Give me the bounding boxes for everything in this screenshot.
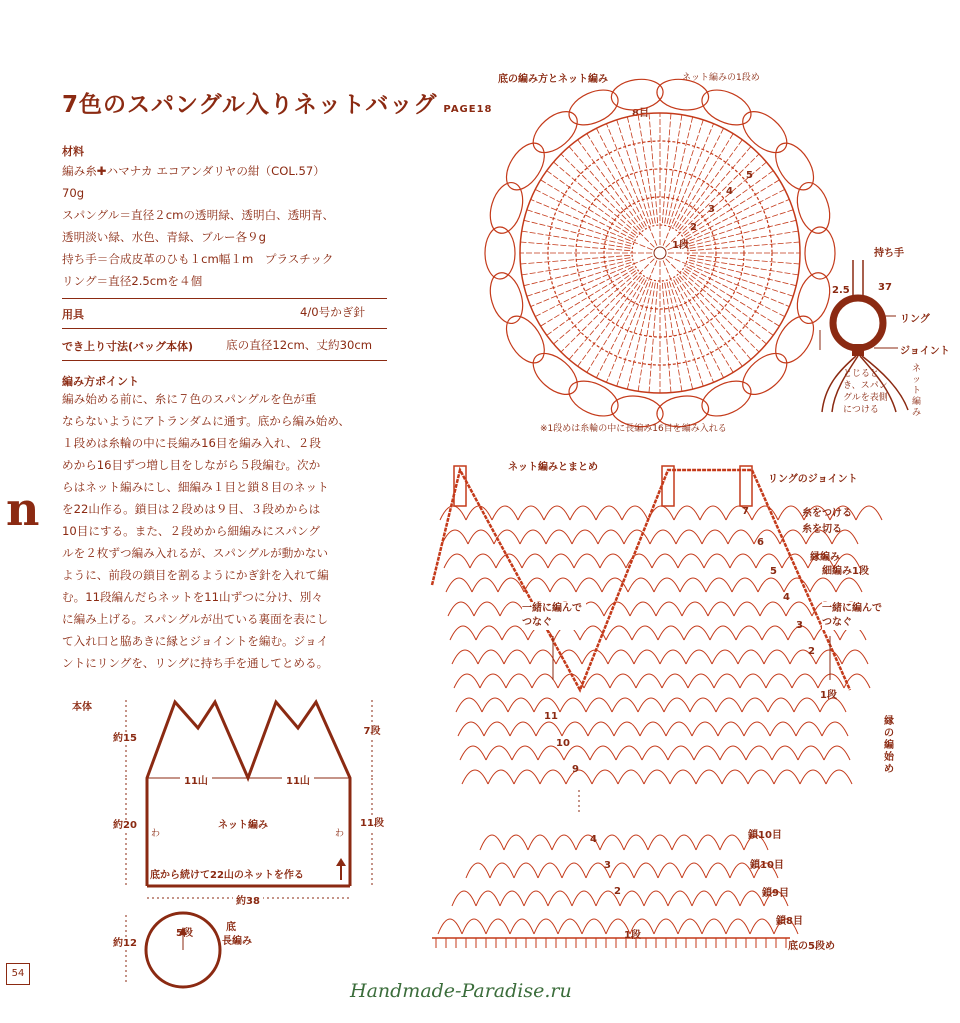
net-arc <box>548 891 572 906</box>
points-line: らはネット編みにし、細編み１目と鎖８目のネット <box>62 480 329 494</box>
net-arc <box>500 891 524 906</box>
width-label: 約38 <box>233 892 263 907</box>
chain-label-3: 鎖9目 <box>762 888 789 899</box>
points-line: １段めは糸輪の中に長編み16目を編み入れ、２段 <box>62 436 321 450</box>
handle-length: 37 <box>878 282 892 293</box>
edge-label-1: 縁編み <box>810 552 840 563</box>
round-label-5: 5 <box>746 170 753 181</box>
net-arc <box>538 863 562 878</box>
edge-label-2: 細編み1段 <box>822 566 869 577</box>
lower-row-1: 1段 <box>624 930 641 941</box>
first-row-label: ネット編みの1段め <box>682 73 760 83</box>
net-arc <box>692 891 716 906</box>
ring-joint-label: リングのジョイント <box>768 474 858 485</box>
net-arc <box>462 919 486 934</box>
chain-label-4: 鎖8目 <box>776 916 803 927</box>
net-chart-title: ネット編みとまとめ <box>508 462 598 473</box>
net-arc <box>706 863 730 878</box>
height-bottom-label: 約20 <box>113 820 137 831</box>
net-arc <box>524 891 548 906</box>
net-arc <box>624 835 648 850</box>
rows-top-label: 7段 <box>360 726 384 738</box>
yarn-line-2: 70g <box>62 186 85 200</box>
net-arc <box>490 863 514 878</box>
base-title: 底 <box>226 922 236 933</box>
tools-value: 4/0号かぎ針 <box>300 305 366 319</box>
net-arc <box>716 891 740 906</box>
row-5: 5 <box>770 566 777 577</box>
net-arc <box>486 919 510 934</box>
lower-row-2: 2 <box>614 886 621 897</box>
points-line: 10目にする。また、２段めから細編みにスパング <box>62 524 320 538</box>
net-arc <box>648 835 672 850</box>
tools-label: 用具 <box>62 308 84 321</box>
net-arc <box>654 919 678 934</box>
wa-right: わ <box>335 829 345 839</box>
chain-label-2: 鎖10目 <box>750 860 784 871</box>
points-line: に編み上げる。スパングルが出ている裏面を表にし <box>62 612 329 626</box>
peak-left-label: 11山 <box>180 772 212 787</box>
spangle-line-1: スパングル＝直径２cmの透明緑、透明白、透明青、 <box>62 208 335 222</box>
row-6: 6 <box>757 537 764 548</box>
net-arc <box>678 919 702 934</box>
net-arc <box>552 835 576 850</box>
points-line: ように、前段の鎖目を割るようにかぎ針を入れて編 <box>62 568 329 582</box>
net-arc <box>634 863 658 878</box>
row-3: 3 <box>796 620 803 631</box>
row-2: 2 <box>808 646 815 657</box>
net-arc <box>726 919 750 934</box>
net-arc <box>558 919 582 934</box>
base-row-label: 底の5段め <box>788 941 835 952</box>
ring-net-label: ネット編み <box>912 364 922 418</box>
row-7: 7 <box>742 506 749 517</box>
page-number: 54 <box>6 963 30 985</box>
round-label-2: 2 <box>690 222 697 233</box>
net-arc <box>476 891 500 906</box>
wa-left: わ <box>151 829 161 839</box>
bottom-note: 底から続けて22山のネットを作る <box>150 870 304 881</box>
net-arc <box>510 919 534 934</box>
yarn-line-1: 編み糸✚ハマナカ エコアンダリヤの紺（COL.57） <box>62 164 325 178</box>
net-arc <box>682 863 706 878</box>
net-arc <box>452 891 476 906</box>
net-arc <box>696 835 720 850</box>
net-arc <box>610 863 634 878</box>
attach-label: 糸をつける <box>802 508 852 519</box>
row-1: 1段 <box>820 690 837 701</box>
edge-start-label: 縁の編始め <box>884 716 894 775</box>
net-arc <box>480 835 504 850</box>
size-label: でき上り寸法(バッグ本体) <box>62 340 194 353</box>
points-heading: 編み方ポイント <box>62 375 139 388</box>
base-rows-label: 5段 <box>176 928 193 939</box>
rows-bottom-label: 11段 <box>360 818 384 829</box>
cut-label: 糸を切る <box>802 524 842 535</box>
bottom-chart-title: 底の編み方とネット編み <box>498 74 608 85</box>
row-11: 11 <box>544 711 558 722</box>
base-stitch: 長編み <box>222 936 252 947</box>
lower-row-4: 4 <box>590 834 597 845</box>
join-left-label: 一緒に編んでつなぐ <box>522 602 586 630</box>
net-arc <box>658 863 682 878</box>
net-arc <box>562 863 586 878</box>
side-letter: n <box>6 482 40 536</box>
net-arc <box>750 919 774 934</box>
lower-row-3: 3 <box>604 860 611 871</box>
points-line: ルを２枚ずつ編み入れるが、スパングルが動かない <box>62 546 329 560</box>
net-arc <box>466 863 490 878</box>
eight-stitch-label: 8目 <box>632 108 649 119</box>
join-right-label: 一緒に編んでつなぐ <box>822 602 886 630</box>
points-line: ならないようにアトランダムに通す。底から編み始め、 <box>62 414 350 428</box>
round-label-1: 1段 <box>672 240 689 251</box>
points-line: 編み始める前に、糸に７色のスパングルを色が重 <box>62 392 317 406</box>
handle-label: 持ち手 <box>874 248 904 259</box>
overlap-label: 2.5 <box>832 285 850 296</box>
handle-line-2: リング＝直径2.5cmを４個 <box>62 274 203 288</box>
net-arc <box>600 835 624 850</box>
chain-label-1: 鎖10目 <box>748 830 782 841</box>
net-arc <box>438 919 462 934</box>
base-diam-label: 約12 <box>113 938 137 949</box>
points-line: ントにリングを、リングに持ち手を通してとめる。 <box>62 656 329 670</box>
peak-right-label: 11山 <box>282 772 314 787</box>
round-label-4: 4 <box>726 186 733 197</box>
net-arc <box>740 891 764 906</box>
round-label-3: 3 <box>708 204 715 215</box>
materials-heading: 材料 <box>62 145 84 158</box>
net-arc <box>534 919 558 934</box>
handle-line-1: 持ち手＝合成皮革のひも１cm幅１m プラスチック <box>62 252 334 266</box>
watermark: Handmade-Paradise.ru <box>350 980 572 1002</box>
ring-label: リング <box>900 314 930 325</box>
points-line: む。11段編んだらネットを11山ずつに分け、別々 <box>62 590 323 604</box>
net-arc <box>514 863 538 878</box>
net-arc <box>582 919 606 934</box>
body-diagram-title: 本体 <box>72 702 92 713</box>
net-arc <box>644 891 668 906</box>
net-arc <box>702 919 726 934</box>
net-arc <box>504 835 528 850</box>
net-arc <box>672 835 696 850</box>
points-line: めから16目ずつ増し目をしながら５段編む。次か <box>62 458 321 472</box>
net-arc <box>528 835 552 850</box>
size-value: 底の直径12cm、丈約30cm <box>226 338 372 352</box>
net-arc <box>668 891 692 906</box>
row-9: 9 <box>572 764 579 775</box>
height-top-label: 約15 <box>113 733 137 744</box>
points-line: を22山作る。鎖目は２段めは９目、３段めからは <box>62 502 321 516</box>
closing-note: とじるとき、スパングルを表側につける <box>843 369 888 415</box>
page-ref: PAGE18 <box>443 104 493 115</box>
net-arc <box>620 891 644 906</box>
joint-label: ジョイント <box>900 346 950 357</box>
net-arc <box>720 835 744 850</box>
net-arc <box>572 891 596 906</box>
title-text: 7色のスパングル入りネットバッグ <box>62 92 438 118</box>
row-4: 4 <box>783 592 790 603</box>
spangle-line-2: 透明淡い緑、水色、青緑、ブルー各９g <box>62 230 266 244</box>
net-label: ネット編み <box>218 820 268 831</box>
round-note: ※1段めは糸輪の中に長編み16目を編み入れる <box>540 424 727 434</box>
row-10: 10 <box>556 738 570 749</box>
points-line: て入れ口と脇あきに縁とジョイントを編む。ジョイ <box>62 634 329 648</box>
